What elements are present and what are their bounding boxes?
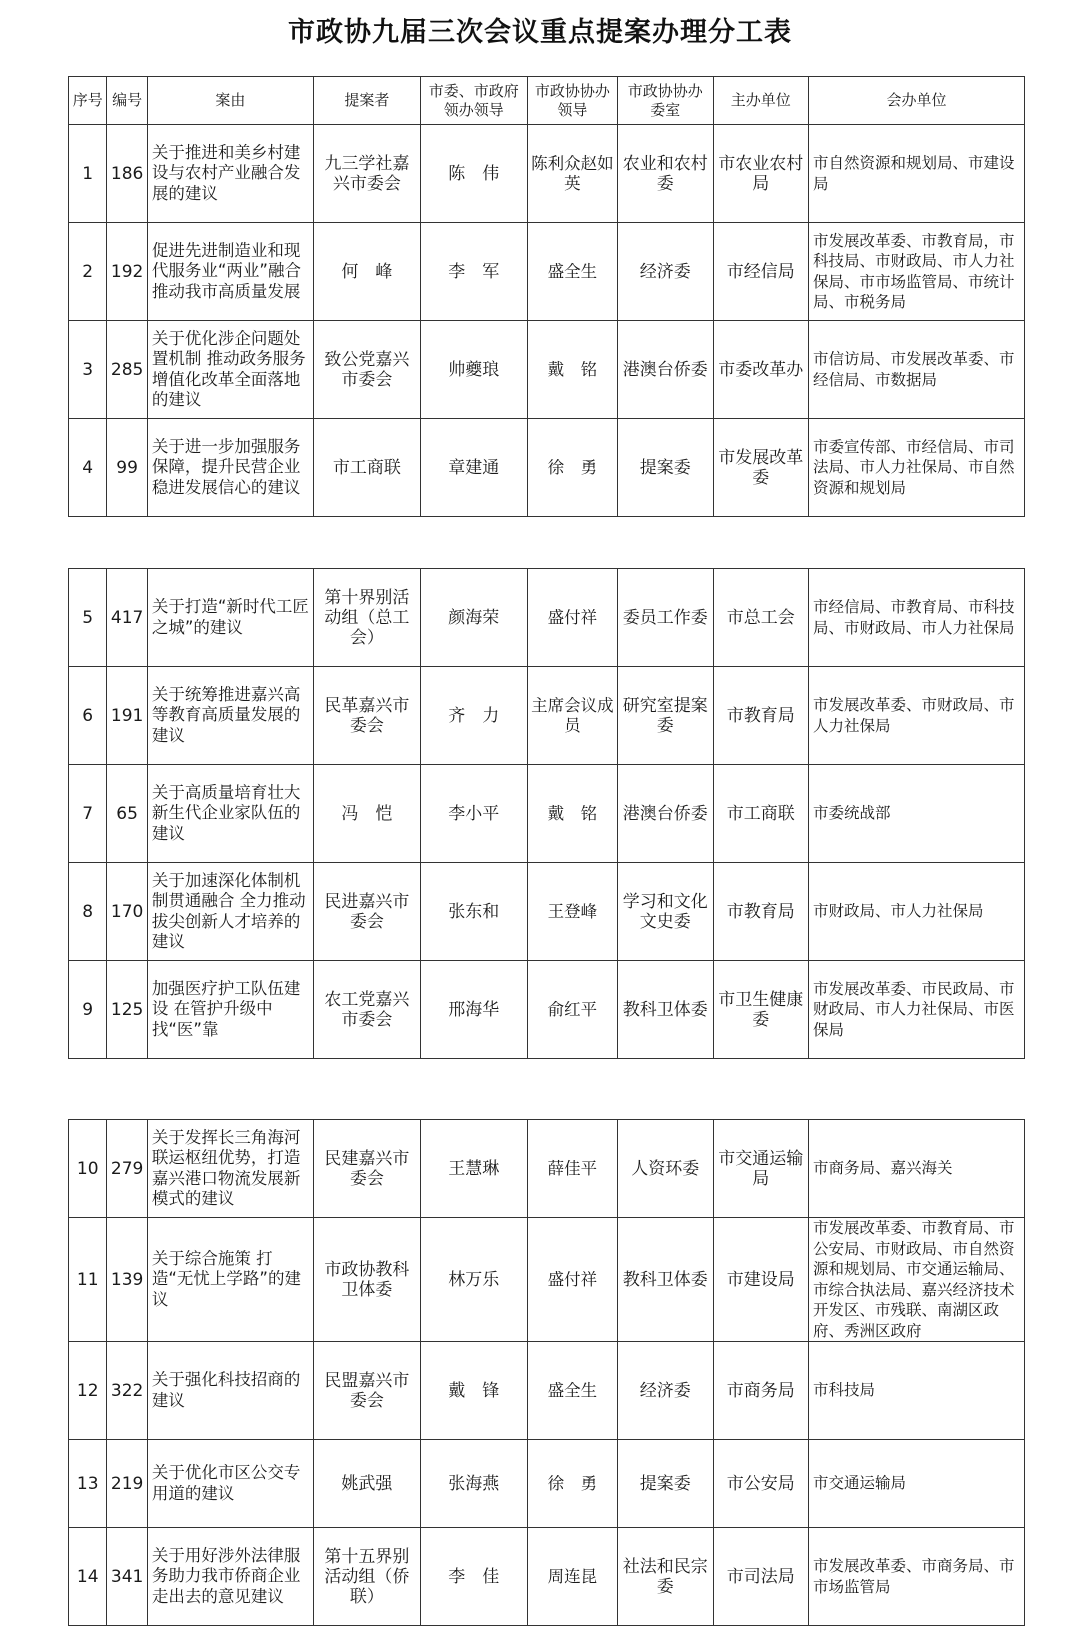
cell-num: 125: [107, 961, 147, 1059]
cell-host: 市经信局: [713, 223, 808, 321]
cell-seq: 13: [69, 1440, 107, 1528]
proposal-table-part-3: [68, 1119, 1025, 1626]
cell-seq: 2: [69, 223, 107, 321]
cell-proposer: 市工商联: [313, 419, 420, 517]
cell-co: 市科技局: [809, 1342, 1025, 1440]
table-row: [69, 961, 1025, 1059]
cell-cause: 关于强化科技招商的建议: [147, 1342, 313, 1440]
table-row: [69, 223, 1025, 321]
cell-proposer: 姚武强: [313, 1440, 420, 1528]
cell-leader-b: 薛佳平: [527, 1120, 617, 1218]
cell-committee: 教科卫体委: [618, 961, 713, 1059]
cell-committee: 教科卫体委: [618, 1218, 713, 1342]
cell-seq: 14: [69, 1528, 107, 1626]
cell-num: 65: [107, 765, 147, 863]
cell-proposer: 何 峰: [313, 223, 420, 321]
cell-seq: 3: [69, 321, 107, 419]
cell-num: 219: [107, 1440, 147, 1528]
cell-host: 市总工会: [713, 569, 808, 667]
cell-proposer: 第十界别活动组（总工会）: [313, 569, 420, 667]
cell-co: 市财政局、市人力社保局: [809, 863, 1025, 961]
cell-cause: 关于发挥长三角海河联运枢纽优势，打造嘉兴港口物流发展新模式的建议: [147, 1120, 313, 1218]
cell-co: 市发展改革委、市民政局、市财政局、市人力社保局、市医保局: [809, 961, 1025, 1059]
cell-leader-b: 盛全生: [527, 1342, 617, 1440]
cell-num: 285: [107, 321, 147, 419]
cell-cause: 关于用好涉外法律服务助力我市侨商企业走出去的意见建议: [147, 1528, 313, 1626]
cell-leader-a: 邢海华: [420, 961, 527, 1059]
cell-co: 市发展改革委、市教育局、市公安局、市财政局、市自然资源和规划局、市交通运输局、市综合执法局、嘉兴经济技术开发区、市残联、南湖区政府、秀洲区政府: [809, 1218, 1025, 1342]
cell-leader-a: 李小平: [420, 765, 527, 863]
proposal-table-part-2: [68, 568, 1025, 1059]
header-leader-b: 市政协协办领导: [527, 77, 617, 125]
cell-num: 139: [107, 1218, 147, 1342]
table-row: [69, 321, 1025, 419]
cell-cause: 关于统筹推进嘉兴高等教育高质量发展的建议: [147, 667, 313, 765]
cell-proposer: 民进嘉兴市委会: [313, 863, 420, 961]
cell-seq: 6: [69, 667, 107, 765]
page-title: 市政协九届三次会议重点提案办理分工表: [288, 17, 792, 48]
cell-leader-a: 帅夔琅: [420, 321, 527, 419]
cell-co: 市委宣传部、市经信局、市司法局、市人力社保局、市自然资源和规划局: [809, 419, 1025, 517]
cell-committee: 研究室提案委: [618, 667, 713, 765]
header-cause: 案由: [147, 77, 313, 125]
header-leader-a: 市委、市政府领办领导: [420, 77, 527, 125]
cell-host: 市司法局: [713, 1528, 808, 1626]
cell-cause: 关于高质量培育壮大新生代企业家队伍的建议: [147, 765, 313, 863]
cell-seq: 8: [69, 863, 107, 961]
header-host: 主办单位: [713, 77, 808, 125]
cell-leader-a: 陈 伟: [420, 125, 527, 223]
cell-leader-b: 徐 勇: [527, 1440, 617, 1528]
cell-seq: 10: [69, 1120, 107, 1218]
cell-cause: 关于推进和美乡村建设与农村产业融合发展的建议: [147, 125, 313, 223]
cell-leader-a: 章建通: [420, 419, 527, 517]
cell-num: 279: [107, 1120, 147, 1218]
table-row: [69, 569, 1025, 667]
cell-host: 市农业农村局: [713, 125, 808, 223]
cell-num: 191: [107, 667, 147, 765]
cell-host: 市教育局: [713, 863, 808, 961]
cell-co: 市发展改革委、市教育局，市科技局、市财政局、市人力社保局、市市场监管局、市统计局、市税务局: [809, 223, 1025, 321]
cell-committee: 农业和农村委: [618, 125, 713, 223]
cell-host: 市委改革办: [713, 321, 808, 419]
cell-committee: 提案委: [618, 419, 713, 517]
cell-committee: 经济委: [618, 223, 713, 321]
cell-proposer: 农工党嘉兴市委会: [313, 961, 420, 1059]
cell-committee: 学习和文化文史委: [618, 863, 713, 961]
header-seq: 序号: [69, 77, 107, 125]
cell-leader-a: 颜海荣: [420, 569, 527, 667]
cell-seq: 12: [69, 1342, 107, 1440]
cell-cause: 关于综合施策 打造“无忧上学路”的建议: [147, 1218, 313, 1342]
cell-seq: 11: [69, 1218, 107, 1342]
table-row: [69, 1218, 1025, 1342]
header-committee: 市政协协办委室: [618, 77, 713, 125]
cell-co: 市委统战部: [809, 765, 1025, 863]
table-row: [69, 1440, 1025, 1528]
cell-num: 341: [107, 1528, 147, 1626]
cell-leader-a: 张海燕: [420, 1440, 527, 1528]
cell-committee: 港澳台侨委: [618, 321, 713, 419]
table-row: [69, 1120, 1025, 1218]
cell-cause: 加强医疗护工队伍建设 在管护升级中找“医”靠: [147, 961, 313, 1059]
cell-leader-a: 王慧琳: [420, 1120, 527, 1218]
cell-leader-b: 盛全生: [527, 223, 617, 321]
cell-leader-b: 俞红平: [527, 961, 617, 1059]
cell-seq: 4: [69, 419, 107, 517]
cell-leader-b: 周连昆: [527, 1528, 617, 1626]
cell-committee: 经济委: [618, 1342, 713, 1440]
cell-cause: 关于优化市区公交专用道的建议: [147, 1440, 313, 1528]
header-row: [69, 77, 1025, 125]
cell-num: 170: [107, 863, 147, 961]
cell-proposer: 九三学社嘉兴市委会: [313, 125, 420, 223]
cell-proposer: 第十五界别活动组（侨联）: [313, 1528, 420, 1626]
cell-num: 186: [107, 125, 147, 223]
cell-leader-a: 张东和: [420, 863, 527, 961]
cell-cause: 关于优化涉企问题处置机制 推动政务服务增值化改革全面落地的建议: [147, 321, 313, 419]
cell-co: 市交通运输局: [809, 1440, 1025, 1528]
cell-proposer: 民盟嘉兴市委会: [313, 1342, 420, 1440]
cell-leader-a: 齐 力: [420, 667, 527, 765]
table-row: [69, 419, 1025, 517]
cell-leader-b: 主席会议成员: [527, 667, 617, 765]
cell-host: 市卫生健康委: [713, 961, 808, 1059]
cell-cause: 关于进一步加强服务保障，提升民营企业稳进发展信心的建议: [147, 419, 313, 517]
cell-host: 市发展改革委: [713, 419, 808, 517]
cell-co: 市商务局、嘉兴海关: [809, 1120, 1025, 1218]
cell-seq: 9: [69, 961, 107, 1059]
table-row: [69, 1342, 1025, 1440]
cell-host: 市教育局: [713, 667, 808, 765]
cell-seq: 1: [69, 125, 107, 223]
cell-seq: 5: [69, 569, 107, 667]
cell-host: 市公安局: [713, 1440, 808, 1528]
table-row: [69, 125, 1025, 223]
cell-co: 市发展改革委、市商务局、市市场监管局: [809, 1528, 1025, 1626]
cell-leader-b: 盛付祥: [527, 569, 617, 667]
cell-leader-b: 徐 勇: [527, 419, 617, 517]
cell-proposer: 民建嘉兴市委会: [313, 1120, 420, 1218]
cell-leader-b: 王登峰: [527, 863, 617, 961]
cell-num: 417: [107, 569, 147, 667]
cell-co: 市信访局、市发展改革委、市经信局、市数据局: [809, 321, 1025, 419]
cell-committee: 人资环委: [618, 1120, 713, 1218]
cell-co: 市经信局、市教育局、市科技局、市财政局、市人力社保局: [809, 569, 1025, 667]
cell-co: 市发展改革委、市财政局、市人力社保局: [809, 667, 1025, 765]
cell-leader-a: 李 佳: [420, 1528, 527, 1626]
cell-leader-b: 陈利众赵如英: [527, 125, 617, 223]
cell-cause: 关于加速深化体制机制贯通融合 全力推动拔尖创新人才培养的建议: [147, 863, 313, 961]
cell-proposer: 致公党嘉兴市委会: [313, 321, 420, 419]
cell-leader-b: 戴 铭: [527, 321, 617, 419]
cell-host: 市工商联: [713, 765, 808, 863]
cell-leader-a: 李 军: [420, 223, 527, 321]
table-row: [69, 1528, 1025, 1626]
cell-leader-b: 戴 铭: [527, 765, 617, 863]
table-row: [69, 863, 1025, 961]
cell-host: 市建设局: [713, 1218, 808, 1342]
cell-proposer: 冯 恺: [313, 765, 420, 863]
proposal-table-part-1: [68, 76, 1025, 517]
cell-leader-b: 盛付祥: [527, 1218, 617, 1342]
cell-committee: 港澳台侨委: [618, 765, 713, 863]
cell-committee: 社法和民宗委: [618, 1528, 713, 1626]
cell-committee: 提案委: [618, 1440, 713, 1528]
cell-committee: 委员工作委: [618, 569, 713, 667]
cell-host: 市商务局: [713, 1342, 808, 1440]
cell-co: 市自然资源和规划局、市建设局: [809, 125, 1025, 223]
cell-cause: 关于打造“新时代工匠之城”的建议: [147, 569, 313, 667]
cell-proposer: 市政协教科卫体委: [313, 1218, 420, 1342]
cell-leader-a: 戴 锋: [420, 1342, 527, 1440]
cell-proposer: 民革嘉兴市委会: [313, 667, 420, 765]
cell-num: 192: [107, 223, 147, 321]
cell-seq: 7: [69, 765, 107, 863]
header-num: 编号: [107, 77, 147, 125]
header-proposer: 提案者: [313, 77, 420, 125]
cell-num: 322: [107, 1342, 147, 1440]
cell-num: 99: [107, 419, 147, 517]
cell-host: 市交通运输局: [713, 1120, 808, 1218]
cell-cause: 促进先进制造业和现代服务业“两业”融合 推动我市高质量发展: [147, 223, 313, 321]
cell-leader-a: 林万乐: [420, 1218, 527, 1342]
header-co: 会办单位: [809, 77, 1025, 125]
table-row: [69, 765, 1025, 863]
table-row: [69, 667, 1025, 765]
